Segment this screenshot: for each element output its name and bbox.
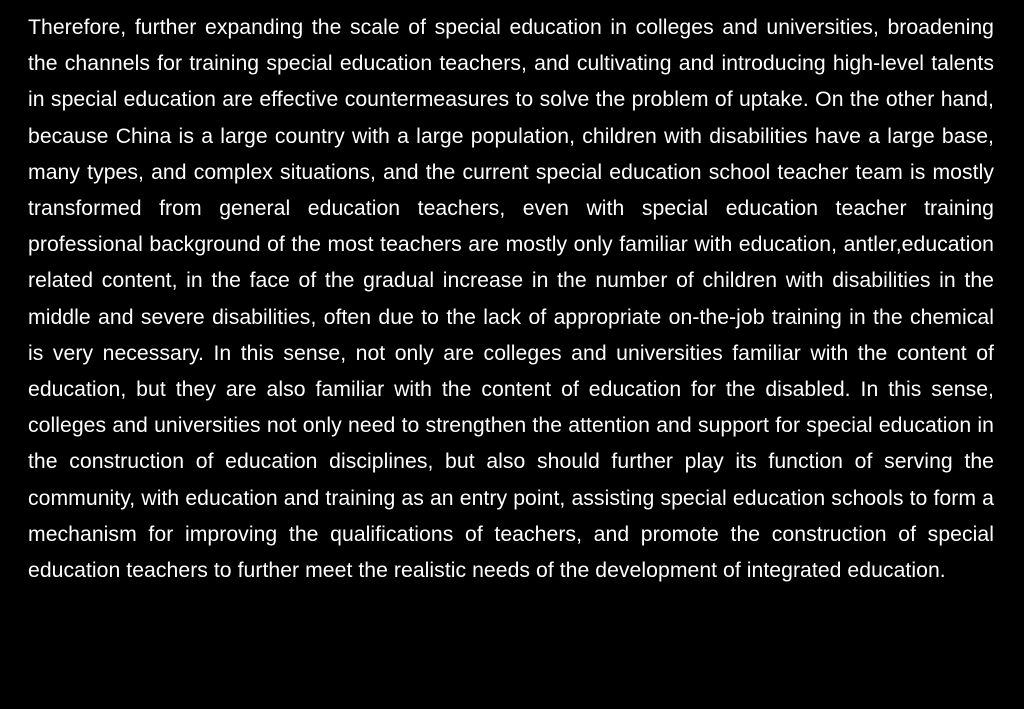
body-paragraph: Therefore, further expanding the scale of special education in colleges and universities, broadening the channels for training special education teachers, and cultivating and introducing high-level talents in special education are effective countermeasures to solve the problem of uptake. On the other hand, because China is a large country with a large population, children with disabilities have a large base, many types, and complex situations, and the current special education school teacher team is mostly transformed from general education teachers, even with special education teacher training professional background of the most teachers are mostly only familiar with education, antler,education related content, in the face of the gradual increase in the number of children with disabilities in the middle and severe disabilities, often due to the lack of appropriate on-the-job training in the chemical is very necessary. In this sense, not only are colleges and universities familiar with the content of education, but they are also familiar with the content of education for the disabled. In this sense, colleges and universities not only need to strengthen the attention and support for special education in the construction of education disciplines, but also should further play its function of serving the community, with education and training as an entry point, assisting special education schools to form a mechanism for improving the qualifications of teachers, and promote the construction of special education teachers to further meet the realistic needs of the development of integrated education. — [28, 16, 994, 583]
document-body — [28, 10, 994, 589]
